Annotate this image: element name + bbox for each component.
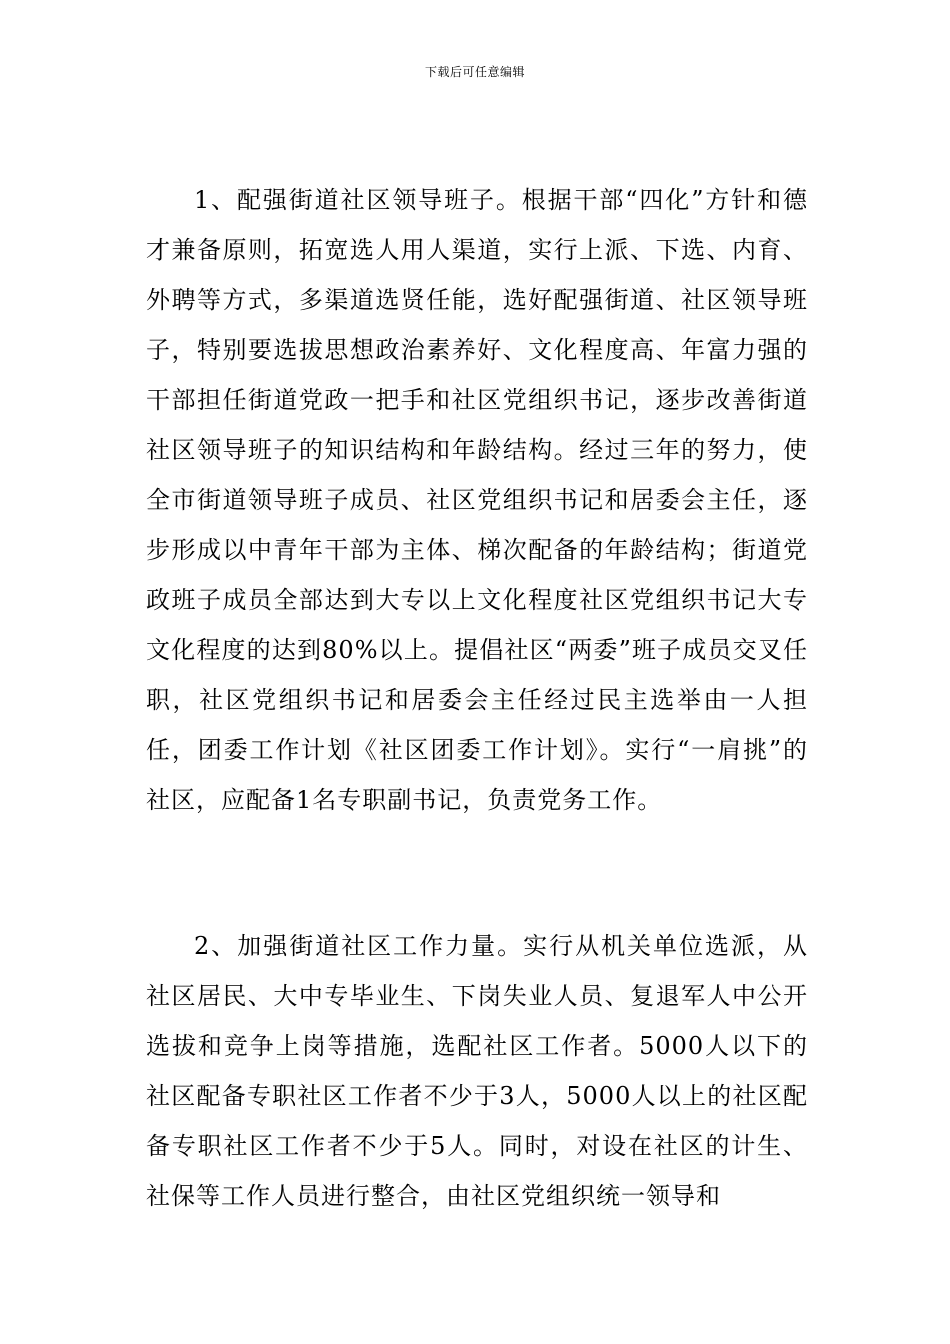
paragraph-1: 1、配强街道社区领导班子。根据干部“四化”方针和德才兼备原则，拓宽选人用人渠道，实行上派、下选、内育、外聘等方式，多渠道选贤任能，选好配强街道、社区领导班子，特别要选拔思想政治素养好、文化程度高、年富力强的干部担任街道党政一把手和社区党组织书记，逐步改善街道社区领导班子的知识结构和年龄结构。经过三年的努力，使全市街道领导班子成员、社区党组织书记和居委会主任，逐步形成以中青年干部为主体、梯次配备的年龄结构；街道党政班子成员全部达到大专以上文化程度社区党组织书记大专文化程度的达到80%以上。提倡社区“两委”班子成员交叉任职，社区党组织书记和居委会主任经过民主选举由一人担任，团委工作计划《社区团委工作计划》。实行“一肩挑”的社区，应配备1名专职副书记，负责党务工作。 [146,186,808,814]
paragraph-2: 2、加强街道社区工作力量。实行从机关单位选派，从社区居民、大中专毕业生、下岗失业人员、复退军人中公开选拔和竞争上岗等措施，选配社区工作者。5000人以下的社区配备专职社区工作者不少于3人，5000人以上的社区配备专职社区工作者不少于5人。同时，对设在社区的计生、社保等工作人员进行整合，由社区党组织统一领导和 [146,932,808,1210]
page-header-note: 下载后可任意编辑 [424,65,525,79]
